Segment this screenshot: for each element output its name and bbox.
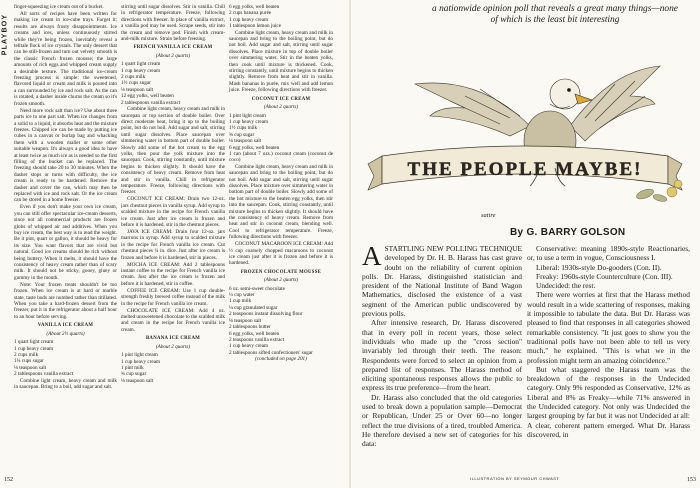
playboy-side-banner: PLAYBOY: [1, 13, 9, 55]
recipe-variation: COCONUT MACAROON ICE CREAM: Add ½ cup coarsely chopped macaroons to coconut ice cream just after it is frozen and before it is hardened.: [229, 241, 333, 267]
ingredient: ⅛ teaspoon salt: [229, 317, 262, 324]
paragraph: Note: Your frozen treats shouldn't be too frozen. When ice cream is at hard or marble state, taste buds are numbed rather than titillated. When you take a hard-frozen dessert from the freezer, put it in the refrigerator about a half hour to an hour before serving.: [14, 281, 117, 320]
ingredient: 1¼ cups sugar: [14, 358, 44, 365]
page-number-right: 153: [687, 477, 696, 483]
ingredient: 1 cup heavy cream: [121, 67, 161, 74]
ingredient: 1 cup heavy cream: [14, 345, 54, 352]
ingredient: 12 egg yolks, well beaten: [121, 93, 174, 100]
ingredient: ⅛ teaspoon salt: [14, 364, 47, 371]
ingredient: 6 egg yolks, well beaten: [229, 4, 280, 10]
ingredient: 6 oz. semi-sweet chocolate: [229, 285, 285, 292]
ingredient: 1 pint light cream: [229, 112, 266, 119]
recipe-method: Combine light cream, heavy cream and milk in saucepan and bring to the boiling point, but do not boil. Add sugar and salt, stirring until sugar dissolves. Place mixture over simmering water in bottom part of double boiler. Slowly add some of the hot mixture to the beaten egg yolks, then stir into the saucepan. Cook, stirring constantly, until mixture begins to thicken slightly. It should have the consistency of heavy cream. Remove from heat and stir in coconut cream, blending well. Cool to refrigerator temperature. Freeze, following directions with freezer.: [229, 163, 333, 241]
ingredient: 1 cup heavy cream: [229, 16, 269, 23]
ingredient: ⅛ teaspoon salt: [229, 138, 262, 145]
ingredient: 1 cup heavy cream: [229, 118, 269, 125]
recipe-yield: (About 2½ quarts): [46, 330, 85, 337]
illustration-credit: ILLUSTRATION BY SEYMOUR CHWAST: [470, 476, 560, 481]
ingredient: 1½ cups milk: [229, 125, 258, 132]
continued-note: (concluded on page 201): [255, 356, 307, 363]
ingredient: ¼ cup water: [229, 292, 255, 299]
recipe-column-3: [229, 4, 333, 470]
ingredient: 2 tablespoons vanilla extract: [121, 99, 181, 106]
paragraph: There were worries at first that the Harass method would result in a wide scattering of responses, making it impossible to tabulate the data. But Dr. Harass was pleased to find that responses in all categories showed remarkable consistency. "It just goes to show you the traditional polls have not been able to tell us very much," he explained. "This is what we in the profession might term an amazing coincidence.": [527, 290, 690, 365]
ingredient: 1 quart light cream: [121, 61, 161, 68]
ingredient: 2 cups milk: [14, 351, 39, 358]
recipe-title: FROZEN CHOCOLATE MOUSSE: [240, 269, 322, 275]
lead-paragraph: ASTARTLING NEW POLLING TECHNIQUE developed by Dr. H. B. Harass has cast grave doubt on the reliability of current opinion polls. Dr. Harass, distinguished statistician and president of the National Institute of Band Wagon Mathematics, disclosed the existence of a vast segment of the American public undiscovered by previous polls.: [362, 244, 522, 319]
banner-text: THE PEOPLE MAYBE!: [407, 159, 643, 180]
recipe-title: VANILLA ICE CREAM: [37, 323, 94, 329]
recipe-title: FRENCH VANILLA ICE CREAM: [133, 45, 213, 51]
ingredient: 1½ cups sugar: [121, 80, 151, 87]
category-definition: Freaky: 1960s-style Counterculture (Con. III).: [536, 271, 673, 281]
ingredient: 1 tablespoon lemon juice: [229, 23, 282, 30]
recipe-variation: COCONUT ICE CREAM: Drain two 12-oz. jars chestnut pieces in vanilla syrup. Add syrup to scalded mixture in the recipe for French vanilla ice cream. Just after ice cream is frozen and before it is hardened, stir in the chestnut pieces.: [121, 196, 225, 228]
paragraph: Even if you don't make your own ice cream, you can still offer spectacular ice-cream desserts, since not all commercial products are frozen globs of whipped air and additives. When you buy ice cream, the best way is to read the weight. Be it pint, quart or gallon, it should be heavy for its size. You want flavors that are vivid but natural. Good ice creams should be rich without being buttery. When it melts, it should have the consistency of heavy cream rather than of scary milk. It should not be sticky, gooey, gluey or gummy in the mouth.: [14, 204, 117, 281]
recipe-yield: (About 2 quarts): [155, 343, 191, 350]
paragraph: All sorts of recipes have been written for making ice cream in ice-cube trays. Forget it; results are always frosty disappointments. Ice creams and ices, unless continuously stirred while they're being frozen, inevitably reveal a telltale flock of ice crystals. The only dessert that can be still-frozen and turn out velvety smooth is the classic French frozen mousse; the large amounts of rich eggs and whipped cream supply a desirable texture. The traditional ice-cream freezing process is simple: the sweetened, flavored liquid or cream and milk is poured into a can surrounded by ice and rock salt. As the can is rotated, a dasher inside churns the cream so it's frozen smooth.: [14, 11, 117, 107]
recipe-method: Combine light cream, heavy cream and milk in saucepan or top section of double boiler. Over direct moderate heat, bring it up to the boiling point, but do not boil. Add sugar and salt, stirring until sugar dissolves. Place saucepan over simmering water in bottom part of double boiler. Slowly add some of the hot cream to the egg yolks, then pour the yolk mixture into the saucepan. Cook, stirring constantly, until mixture begins to thicken slightly. It should have the consistency of heavy cream. Remove from heat and stir in vanilla. Chill in refrigerator temperature. Freeze, following directions with freezer.: [121, 106, 225, 196]
ingredient: 2 teaspoons instant dissolving flour: [229, 311, 303, 318]
paragraph: finger-squeezing ice cream out of a bucket.: [14, 4, 104, 10]
ingredient: 1 pint milk: [121, 364, 144, 371]
category-definition: Liberal: 1930s-style Do-gooders (Con. II).: [536, 262, 662, 272]
paragraph: Dr. Harass also concluded that the old categories used to break down a population sample—Democrat or Republican, Under 25 or Over 60—no longer reflect the true divisions of a tired, troubled America. He therefore devised a new set of categories for his data:: [362, 392, 522, 449]
flowers-right: [635, 180, 682, 203]
article-column-2: [527, 244, 690, 474]
ingredient: 1 pint light cream: [121, 352, 158, 359]
paragraph: stirring until sugar dissolves. Stir in vanilla. Chill in refrigerator temperature. Freeze, following directions with freezer. In place of vanilla extract, a vanilla pod may be used. Scrape seeds, stir into the cream and remove pod. Finish with cream-and-milk mixture. Strain before freezing.: [121, 4, 225, 43]
ribbon-banner: [368, 146, 682, 190]
paragraph: Need more rock salt than ice? Use about three parts ice to one part salt. When ice changes from a solid to a liquid, it absorbs heat and the mixture freezes. Chipped ice can be made by putting ice cubes in a canvas or burlap bag and whacking them with a wooden mallet or some other suitable weapon. It's always a good idea to have at least twice as much ice as is needed so the first filling of the bucket can be replaced. The freezing should take 20 to 30 minutes. When the dasher stops or turns with difficulty, the ice cream is ready to be hardened. Remove the dasher and cover the can, which may then be replaced with ice and rock salt. Or the ice cream can be stored in a home freezer.: [14, 107, 117, 204]
recipe-yield: (About 2 quarts): [263, 104, 299, 111]
ingredient: ⅛ teaspoon salt: [121, 86, 154, 93]
recipe-title: COCONUT ICE CREAM: [251, 96, 311, 102]
ingredient: 1 quart light cream: [14, 339, 54, 346]
ingredient: 2 tablespoons sifted confectioners' sugar: [229, 349, 313, 356]
ingredient: 2 tablespoons butter: [229, 324, 271, 331]
paragraph: But what staggered the Harass team was the breakdown of the responses in the Undecided category. Only 9% responded as Conservative, 12% as Liberal and 8% as Freaky—while 71% answered in the Undecided category. Not only was Undecided the largest grouping by far but it was not Undecided at all: A clear, coherent pattern emerged. What Dr. Harass discovered, in: [527, 364, 690, 439]
category-definition: Undecided: the rest.: [536, 281, 596, 291]
article-column-1: [362, 244, 522, 476]
ingredient: 1 cup milk: [229, 298, 252, 305]
recipe-variation: CHOCOLATE ICE CREAM: Add 4 oz. melted unsweetened chocolate to the scalded milk and cream in the recipe for French vanilla ice cream.: [121, 307, 225, 333]
ingredient: 1 can (about 7 ozs.) coconut cream (coconut de coco): [229, 150, 333, 164]
paragraph: After intensive research, Dr. Harass discovered that in every poll in recent years, those select individuals who made up the "cross section" invariably led through their teeth. The reason: Respondents were forced to select an opinion from a prepared list of responses. The Harass method of eliciting spontaneous responses allows the public to express its true preference—from the heart.: [362, 318, 522, 393]
recipe-title: BANANA ICE CREAM: [145, 336, 201, 342]
category-definition: Conservative: meaning 1890s-style Reactionaries, or, to use a term in vogue, Consciousness I.: [527, 244, 690, 263]
ingredient: 6 egg yolks, well beaten: [229, 144, 280, 151]
page-gutter: [349, 0, 351, 488]
ingredient: ⅛ teaspoon salt: [121, 377, 154, 384]
eagle-banner-illustration: [360, 56, 690, 206]
ingredient: 2 tablespoons vanilla extract: [14, 371, 74, 378]
recipe-method: Combine light cream, heavy cream and milk in saucepan and bring to the boiling point, but do not boil. Add sugar and salt, stirring until sugar dissolves. Place mixture in top of double boiler over simmering water. Stir in the beaten yolks, then cook until mixture is thickened. Cook, stirring constantly, until mixture begins to thicken slightly. Remove from heat and stir in vanilla. Mash bananas in purée, mix well and add lemon juice. Freeze, following directions with freezer.: [229, 29, 333, 94]
recipe-yield: (About 2 quarts): [155, 52, 191, 59]
recipe-method: Combine light cream, heavy cream and milk in saucepan. Bring to a boil, add sugar and salt.: [14, 377, 117, 390]
ingredient: ¼ cup granulated sugar: [229, 304, 278, 311]
recipe-variation: JAVA ICE CREAM: Drain four 12-oz. jars marrons in syrup. Add syrup to scalded mixture in the recipe for French vanilla ice cream. Cut chestnut pieces ¼ in. dice. Just after ice cream is frozen and before it is hardened, stir in pieces.: [121, 229, 225, 261]
ingredient: 2 cups milk: [121, 74, 146, 81]
article-byline: By G. BARRY GOLSON: [510, 227, 626, 238]
ingredient: 2 cups banana purée: [229, 10, 272, 17]
ingredient: ¾ cup sugar: [229, 131, 255, 138]
recipe-yield: (About 2 quarts): [263, 277, 299, 284]
recipe-column-1: [14, 4, 117, 470]
ingredient: 1 cup heavy cream: [229, 343, 269, 350]
ingredient: 1 cup heavy cream: [121, 358, 161, 365]
recipe-variation: MOCHA ICE CREAM: Add 2 tablespoons instant coffee to the recipe for French vanilla ice cream. Just after the ice cream is frozen and before it is hardened, stir in coffee.: [121, 261, 225, 287]
article-tagline: a nationwide opinion poll that reveals a great many things—none of which is the least bit interesting: [432, 4, 678, 25]
recipe-column-2: [121, 4, 225, 470]
page-number-left: 152: [4, 477, 13, 483]
ingredient: 2 teaspoons vanilla extract: [229, 336, 285, 343]
ingredient: 6 egg yolks, well beaten: [229, 330, 280, 337]
drop-cap: A: [362, 244, 382, 271]
section-label: satire: [481, 212, 496, 219]
recipe-variation: COFFEE ICE CREAM: Use 1 cup double-strength freshly brewed coffee instead of the milk in the recipe for French vanilla ice cream.: [121, 287, 225, 307]
ingredient: ¾ cup sugar: [121, 371, 147, 378]
